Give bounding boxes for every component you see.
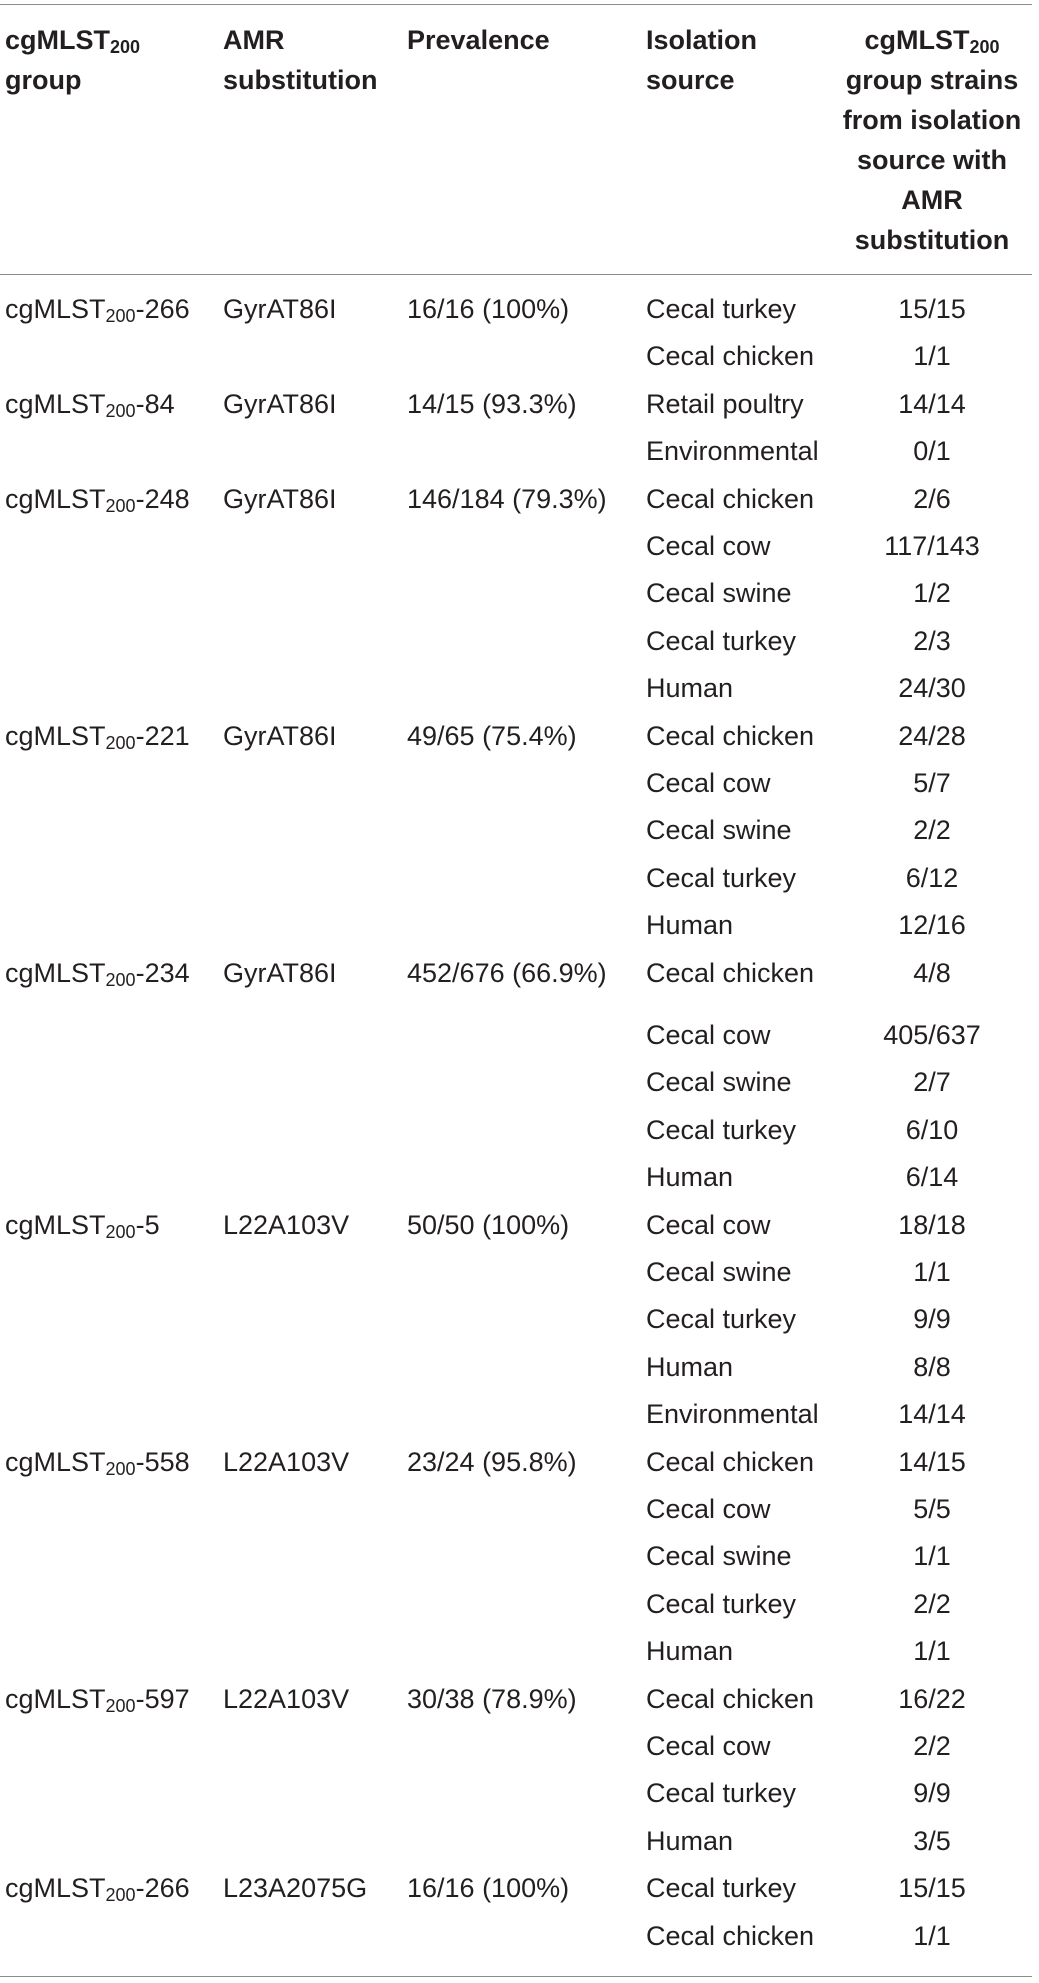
cell-strain-count: 2/2 bbox=[913, 1731, 951, 1761]
cell-strain-count: 1/1 bbox=[913, 1921, 951, 1951]
cell-strain-count: 6/12 bbox=[905, 863, 959, 893]
cell-strain-count: 2/6 bbox=[913, 484, 951, 514]
cell-isolation-source: Cecal chicken bbox=[646, 1684, 815, 1714]
cell-strain-count: 4/8 bbox=[913, 958, 951, 988]
cell-amr-substitution: GyrAT86I bbox=[223, 721, 337, 751]
header-bottom-rule bbox=[0, 274, 1032, 275]
cell-isolation-source: Retail poultry bbox=[646, 389, 804, 419]
cell-strain-count: 2/2 bbox=[913, 1589, 951, 1619]
cell-isolation-source: Cecal turkey bbox=[646, 1778, 797, 1808]
cell-isolation-source: Cecal turkey bbox=[646, 294, 797, 324]
cell-strain-count: 2/2 bbox=[913, 815, 951, 845]
cell-group: cgMLST$_{200}$-597 bbox=[5, 1684, 190, 1716]
cell-isolation-source: Environmental bbox=[646, 1399, 819, 1429]
cell-group: cgMLST$_{200}$-266 bbox=[5, 294, 190, 326]
cell-strain-count: 12/16 bbox=[898, 910, 966, 940]
cell-isolation-source: Cecal cow bbox=[646, 1020, 771, 1050]
header-strain-count: cgMLST$_{200}$ group strains from isolation source with AMR substitution bbox=[842, 25, 1022, 255]
cell-isolation-source: Cecal chicken bbox=[646, 484, 815, 514]
cell-isolation-source: Cecal turkey bbox=[646, 626, 797, 656]
cell-amr-substitution: L22A103V bbox=[223, 1447, 350, 1477]
cell-isolation-source: Cecal swine bbox=[646, 578, 792, 608]
cell-isolation-source: Cecal swine bbox=[646, 1067, 792, 1097]
cell-strain-count: 3/5 bbox=[913, 1826, 951, 1856]
cell-group: cgMLST$_{200}$-221 bbox=[5, 721, 190, 753]
cell-strain-count: 14/14 bbox=[898, 389, 966, 419]
header-prevalence: Prevalence bbox=[407, 25, 550, 55]
cell-strain-count: 15/15 bbox=[898, 1873, 966, 1903]
cell-prevalence: 14/15 (93.3%) bbox=[407, 389, 577, 419]
cell-amr-substitution: GyrAT86I bbox=[223, 294, 337, 324]
cell-prevalence: 23/24 (95.8%) bbox=[407, 1447, 577, 1477]
cell-isolation-source: Cecal swine bbox=[646, 1257, 792, 1287]
cell-strain-count: 16/22 bbox=[898, 1684, 966, 1714]
cell-isolation-source: Cecal chicken bbox=[646, 1447, 815, 1477]
cell-strain-count: 6/14 bbox=[905, 1162, 959, 1192]
cell-strain-count: 15/15 bbox=[898, 294, 966, 324]
cell-strain-count: 24/30 bbox=[898, 673, 966, 703]
cell-isolation-source: Human bbox=[646, 1352, 734, 1382]
cell-isolation-source: Human bbox=[646, 910, 734, 940]
cell-isolation-source: Cecal chicken bbox=[646, 721, 815, 751]
table-top-rule bbox=[0, 4, 1032, 5]
cell-isolation-source: Cecal turkey bbox=[646, 863, 797, 893]
cell-strain-count: 2/7 bbox=[913, 1067, 951, 1097]
cell-strain-count: 14/15 bbox=[898, 1447, 966, 1477]
cell-prevalence: 146/184 (79.3%) bbox=[407, 484, 607, 514]
header-isolation-source: Isolation source bbox=[646, 25, 758, 95]
cell-strain-count: 8/8 bbox=[913, 1352, 951, 1382]
cell-isolation-source: Human bbox=[646, 1826, 734, 1856]
cell-amr-substitution: GyrAT86I bbox=[223, 958, 337, 988]
cell-amr-substitution: L22A103V bbox=[223, 1210, 350, 1240]
cell-prevalence: 49/65 (75.4%) bbox=[407, 721, 577, 751]
header-group: cgMLST$_{200}$ group bbox=[5, 25, 141, 95]
cell-strain-count: 1/1 bbox=[913, 341, 951, 371]
cell-isolation-source: Human bbox=[646, 1636, 734, 1666]
cell-strain-count: 5/5 bbox=[913, 1494, 951, 1524]
cell-amr-substitution: GyrAT86I bbox=[223, 389, 337, 419]
cell-strain-count: 18/18 bbox=[898, 1210, 966, 1240]
cell-isolation-source: Cecal turkey bbox=[646, 1589, 797, 1619]
cell-strain-count: 9/9 bbox=[913, 1778, 951, 1808]
cell-strain-count: 6/10 bbox=[905, 1115, 959, 1145]
cell-isolation-source: Environmental bbox=[646, 436, 819, 466]
cell-prevalence: 452/676 (66.9%) bbox=[407, 958, 607, 988]
cell-strain-count: 9/9 bbox=[913, 1304, 951, 1334]
cell-strain-count: 117/143 bbox=[884, 531, 980, 561]
cell-group: cgMLST$_{200}$-5 bbox=[5, 1210, 160, 1242]
cell-group: cgMLST$_{200}$-558 bbox=[5, 1447, 190, 1479]
cell-isolation-source: Cecal turkey bbox=[646, 1115, 797, 1145]
cell-isolation-source: Cecal chicken bbox=[646, 1921, 815, 1951]
cell-group: cgMLST$_{200}$-248 bbox=[5, 484, 190, 516]
cell-group: cgMLST$_{200}$-234 bbox=[5, 958, 190, 990]
cell-strain-count: 1/2 bbox=[913, 578, 951, 608]
cell-prevalence: 50/50 (100%) bbox=[407, 1210, 570, 1240]
cell-isolation-source: Cecal cow bbox=[646, 531, 771, 561]
cell-isolation-source: Cecal chicken bbox=[646, 958, 815, 988]
cell-amr-substitution: L22A103V bbox=[223, 1684, 350, 1714]
cell-prevalence: 16/16 (100%) bbox=[407, 1873, 570, 1903]
cell-isolation-source: Cecal swine bbox=[646, 1541, 792, 1571]
cell-isolation-source: Cecal swine bbox=[646, 815, 792, 845]
cell-amr-substitution: L23A2075G bbox=[223, 1873, 368, 1903]
cell-strain-count: 1/1 bbox=[913, 1636, 951, 1666]
cell-isolation-source: Cecal chicken bbox=[646, 341, 815, 371]
cell-strain-count: 2/3 bbox=[913, 626, 951, 656]
cell-strain-count: 0/1 bbox=[913, 436, 951, 466]
cell-isolation-source: Cecal cow bbox=[646, 768, 771, 798]
cell-strain-count: 24/28 bbox=[898, 721, 966, 751]
cell-prevalence: 30/38 (78.9%) bbox=[407, 1684, 577, 1714]
cell-isolation-source: Human bbox=[646, 1162, 734, 1192]
cell-isolation-source: Cecal cow bbox=[646, 1731, 771, 1761]
cell-group: cgMLST$_{200}$-266 bbox=[5, 1873, 190, 1905]
cell-isolation-source: Cecal cow bbox=[646, 1210, 771, 1240]
cell-strain-count: 5/7 bbox=[913, 768, 951, 798]
cell-isolation-source: Cecal cow bbox=[646, 1494, 771, 1524]
cell-strain-count: 1/1 bbox=[913, 1257, 951, 1287]
cell-strain-count: 1/1 bbox=[913, 1541, 951, 1571]
cell-isolation-source: Cecal turkey bbox=[646, 1873, 797, 1903]
cell-amr-substitution: GyrAT86I bbox=[223, 484, 337, 514]
cell-strain-count: 14/14 bbox=[898, 1399, 966, 1429]
cell-strain-count: 405/637 bbox=[883, 1020, 981, 1050]
cell-group: cgMLST$_{200}$-84 bbox=[5, 389, 175, 421]
cell-isolation-source: Human bbox=[646, 673, 734, 703]
cell-isolation-source: Cecal turkey bbox=[646, 1304, 797, 1334]
cell-prevalence: 16/16 (100%) bbox=[407, 294, 570, 324]
header-amr-substitution: AMR substitution bbox=[223, 25, 378, 95]
table-bottom-rule bbox=[0, 1976, 1032, 1977]
